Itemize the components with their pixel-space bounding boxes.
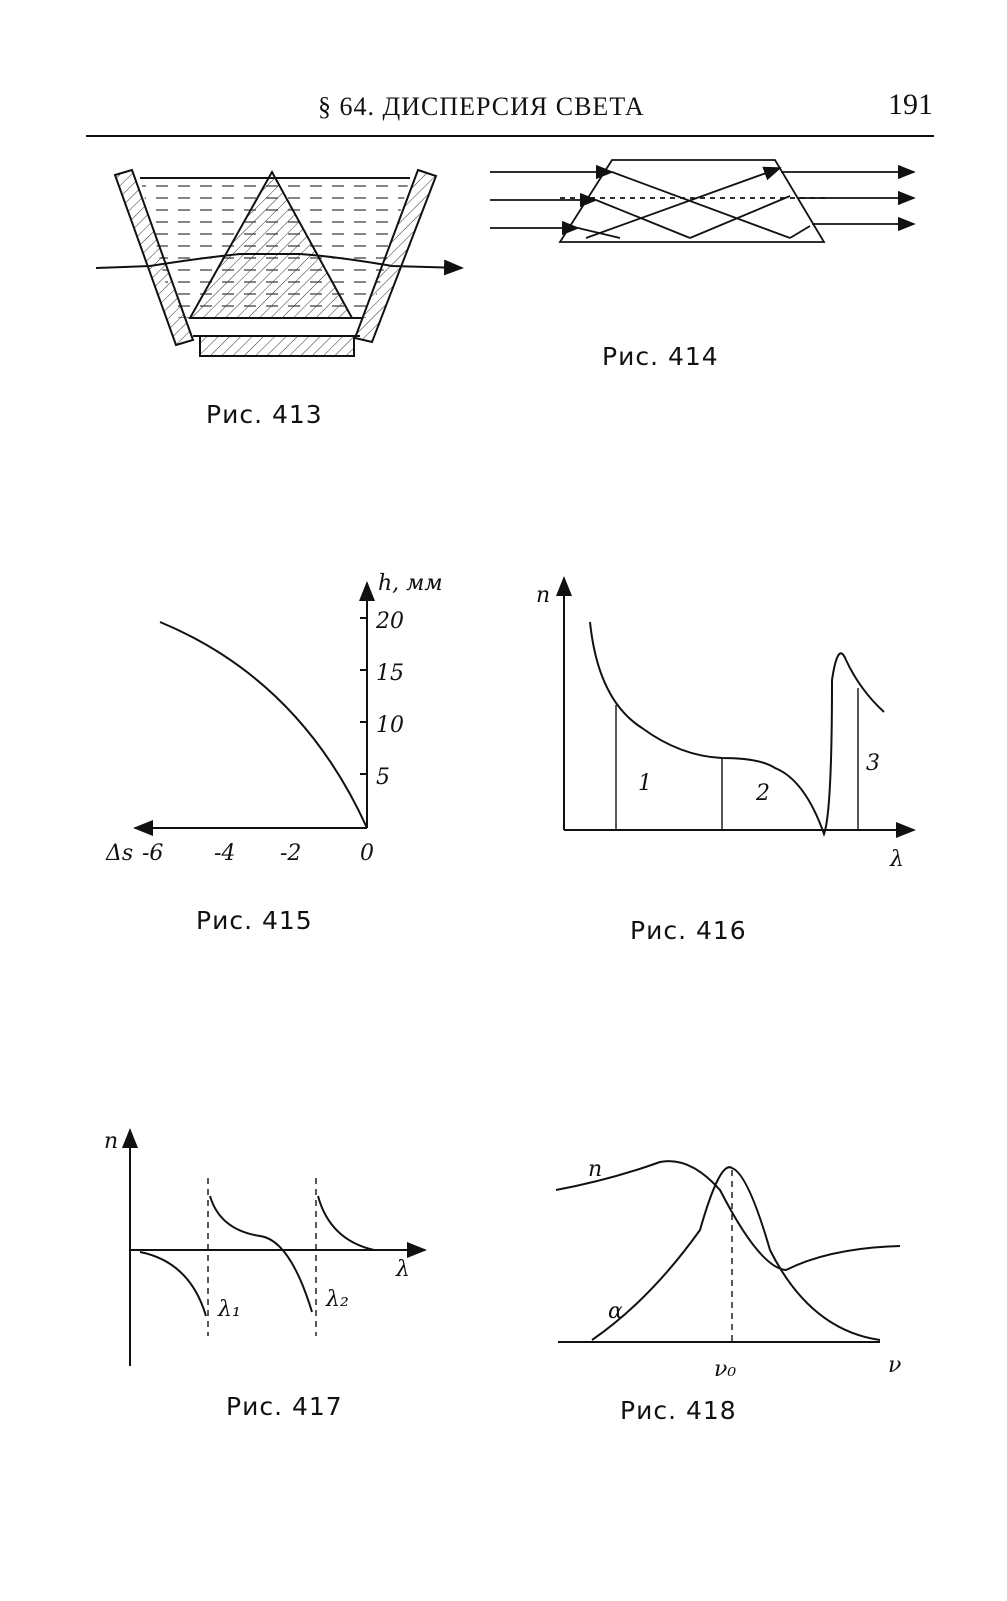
page-header-title: § 64. ДИСПЕРСИЯ СВЕТА: [318, 92, 645, 121]
fig416-region-label: 1: [638, 771, 652, 796]
fig416-region-label: 3: [866, 751, 880, 776]
fig418-curve-alpha-label: α: [608, 1299, 623, 1324]
fig-415-plot: [135, 583, 367, 828]
fig418-curve-n-label: n: [588, 1157, 603, 1182]
fig415-x-tick: -6: [142, 841, 164, 866]
fig417-curve-3: [318, 1196, 374, 1250]
fig415-curve: [160, 622, 367, 828]
fig415-x-tick: -2: [280, 841, 302, 866]
fig415-y-tick: 20: [376, 609, 404, 634]
fig417-lambda2: λ₂: [326, 1287, 349, 1312]
fig415-x-tick: 0: [360, 841, 374, 866]
page-number: 191: [888, 88, 933, 121]
fig415-x-tick: -4: [214, 841, 236, 866]
fig418-x-label: ν: [888, 1353, 902, 1378]
fig416-x-label: λ: [890, 847, 904, 872]
caption-fig-414: Рис. 414: [602, 342, 719, 371]
fig418-nu0-label: ν₀: [714, 1357, 737, 1382]
caption-fig-415: Рис. 415: [196, 906, 313, 935]
fig417-curve-1: [140, 1252, 206, 1316]
fig418-curve-n: [556, 1161, 900, 1270]
fig417-curve-2: [210, 1196, 312, 1312]
fig415-y-tick: 10: [376, 713, 404, 738]
fig416-region-label: 2: [756, 781, 770, 806]
caption-fig-418: Рис. 418: [620, 1396, 737, 1425]
fig416-y-label: n: [536, 583, 551, 608]
caption-fig-413: Рис. 413: [206, 400, 323, 429]
vessel-base: [200, 336, 354, 356]
fig-416-plot: [564, 578, 914, 834]
fig416-curve: [590, 622, 884, 834]
caption-fig-417: Рис. 417: [226, 1392, 343, 1421]
fig415-x-label: Δs: [106, 841, 134, 866]
fig417-x-label: λ: [396, 1257, 410, 1282]
fig-413-drawing: [96, 170, 462, 356]
fig-414-drawing: [490, 160, 914, 242]
fig417-lambda1: λ₁: [218, 1297, 241, 1322]
fig417-y-label: n: [104, 1129, 119, 1154]
fig415-y-tick: 15: [376, 661, 404, 686]
fig-417-plot: [130, 1130, 425, 1366]
fig415-y-label: h, мм: [378, 571, 443, 596]
caption-fig-416: Рис. 416: [630, 916, 747, 945]
fig415-y-tick: 5: [376, 765, 390, 790]
